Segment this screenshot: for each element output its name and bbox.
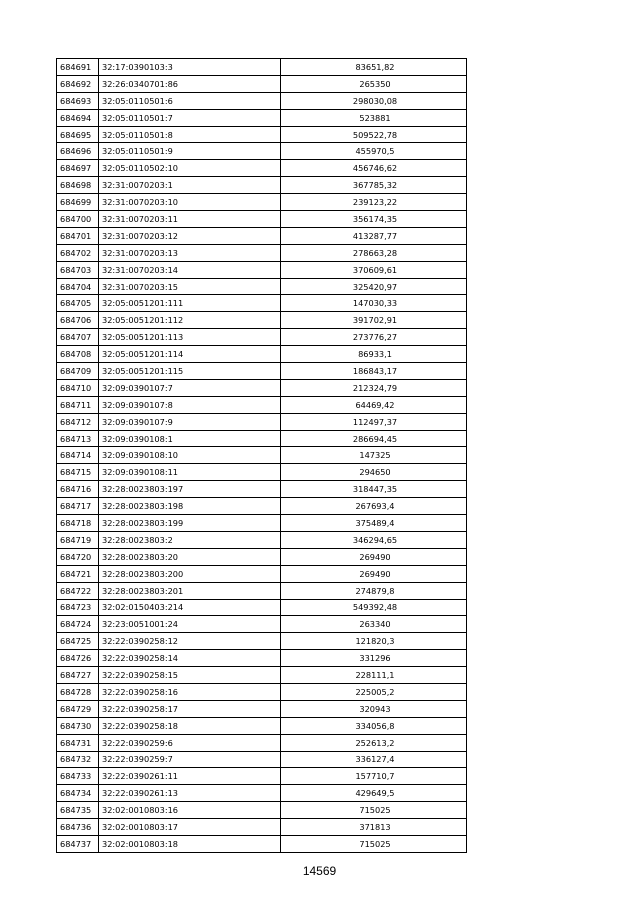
row-id-cell: 684699 [57, 194, 99, 211]
cadastral-number-cell: 32:28:0023803:199 [99, 515, 281, 532]
row-id-cell: 684736 [57, 819, 99, 836]
table-row [57, 498, 467, 515]
cadastral-number-cell: 32:31:0070203:1 [99, 177, 281, 194]
row-id-cell: 684728 [57, 683, 99, 700]
cadastral-number-cell: 32:02:0010803:16 [99, 802, 281, 819]
row-id-cell: 684717 [57, 498, 99, 515]
cadastral-number-cell: 32:09:0390107:7 [99, 379, 281, 396]
table-row [57, 616, 467, 633]
table-row [57, 126, 467, 143]
value-cell: 455970,5 [281, 143, 467, 160]
row-id-cell: 684695 [57, 126, 99, 143]
table-row [57, 430, 467, 447]
value-cell: 429649,5 [281, 785, 467, 802]
cadastral-number-cell: 32:22:0390258:15 [99, 667, 281, 684]
value-cell: 278663,28 [281, 244, 467, 261]
table-row [57, 802, 467, 819]
table-row [57, 346, 467, 363]
row-id-cell: 684703 [57, 261, 99, 278]
table-row [57, 92, 467, 109]
row-id-cell: 684706 [57, 312, 99, 329]
row-id-cell: 684709 [57, 363, 99, 380]
table-row [57, 565, 467, 582]
table-row [57, 464, 467, 481]
cadastral-number-cell: 32:02:0150403:214 [99, 599, 281, 616]
row-id-cell: 684719 [57, 531, 99, 548]
row-id-cell: 684708 [57, 346, 99, 363]
row-id-cell: 684735 [57, 802, 99, 819]
value-cell: 267693,4 [281, 498, 467, 515]
value-cell: 112497,37 [281, 413, 467, 430]
row-id-cell: 684737 [57, 835, 99, 852]
value-cell: 370609,61 [281, 261, 467, 278]
table-row [57, 599, 467, 616]
table-row [57, 295, 467, 312]
cadastral-number-cell: 32:28:0023803:201 [99, 582, 281, 599]
value-cell: 274879,8 [281, 582, 467, 599]
value-cell: 83651,82 [281, 59, 467, 76]
table-row [57, 177, 467, 194]
value-cell: 263340 [281, 616, 467, 633]
cadastral-number-cell: 32:05:0051201:114 [99, 346, 281, 363]
table-row [57, 633, 467, 650]
value-cell: 715025 [281, 835, 467, 852]
row-id-cell: 684720 [57, 548, 99, 565]
value-cell: 252613,2 [281, 734, 467, 751]
row-id-cell: 684694 [57, 109, 99, 126]
value-cell: 331296 [281, 650, 467, 667]
value-cell: 375489,4 [281, 515, 467, 532]
row-id-cell: 684705 [57, 295, 99, 312]
value-cell: 186843,17 [281, 363, 467, 380]
value-cell: 265350 [281, 75, 467, 92]
cadastral-number-cell: 32:31:0070203:10 [99, 194, 281, 211]
cadastral-number-cell: 32:22:0390258:16 [99, 683, 281, 700]
table-row [57, 194, 467, 211]
value-cell: 157710,7 [281, 768, 467, 785]
value-cell: 318447,35 [281, 481, 467, 498]
cadastral-number-cell: 32:09:0390108:1 [99, 430, 281, 447]
value-cell: 228111,1 [281, 667, 467, 684]
value-cell: 334056,8 [281, 717, 467, 734]
value-cell: 212324,79 [281, 379, 467, 396]
cadastral-number-cell: 32:17:0390103:3 [99, 59, 281, 76]
row-id-cell: 684733 [57, 768, 99, 785]
cadastral-number-cell: 32:31:0070203:15 [99, 278, 281, 295]
cadastral-number-cell: 32:28:0023803:198 [99, 498, 281, 515]
cadastral-number-cell: 32:09:0390107:9 [99, 413, 281, 430]
cadastral-number-cell: 32:02:0010803:18 [99, 835, 281, 852]
cadastral-number-cell: 32:22:0390259:6 [99, 734, 281, 751]
cadastral-number-cell: 32:05:0051201:111 [99, 295, 281, 312]
value-cell: 121820,3 [281, 633, 467, 650]
row-id-cell: 684712 [57, 413, 99, 430]
cadastral-number-cell: 32:22:0390261:13 [99, 785, 281, 802]
cadastral-number-cell: 32:02:0010803:17 [99, 819, 281, 836]
row-id-cell: 684721 [57, 565, 99, 582]
cadastral-number-cell: 32:23:0051001:24 [99, 616, 281, 633]
row-id-cell: 684711 [57, 396, 99, 413]
table-row [57, 683, 467, 700]
row-id-cell: 684714 [57, 447, 99, 464]
cadastral-number-cell: 32:22:0390258:14 [99, 650, 281, 667]
cadastral-number-cell: 32:22:0390261:11 [99, 768, 281, 785]
value-cell: 269490 [281, 565, 467, 582]
cadastral-number-cell: 32:05:0051201:112 [99, 312, 281, 329]
table-row [57, 835, 467, 852]
cadastral-number-cell: 32:09:0390107:8 [99, 396, 281, 413]
table-row [57, 312, 467, 329]
value-cell: 225005,2 [281, 683, 467, 700]
value-cell: 239123,22 [281, 194, 467, 211]
table-row [57, 160, 467, 177]
table-row [57, 363, 467, 380]
value-cell: 147325 [281, 447, 467, 464]
row-id-cell: 684702 [57, 244, 99, 261]
value-cell: 325420,97 [281, 278, 467, 295]
table-row [57, 396, 467, 413]
row-id-cell: 684722 [57, 582, 99, 599]
row-id-cell: 684692 [57, 75, 99, 92]
table-row [57, 751, 467, 768]
cadastral-number-cell: 32:28:0023803:200 [99, 565, 281, 582]
row-id-cell: 684726 [57, 650, 99, 667]
value-cell: 413287,77 [281, 227, 467, 244]
table-row [57, 768, 467, 785]
value-cell: 549392,48 [281, 599, 467, 616]
value-cell: 371813 [281, 819, 467, 836]
table-row [57, 109, 467, 126]
row-id-cell: 684715 [57, 464, 99, 481]
row-id-cell: 684696 [57, 143, 99, 160]
table-row [57, 819, 467, 836]
value-cell: 509522,78 [281, 126, 467, 143]
row-id-cell: 684723 [57, 599, 99, 616]
row-id-cell: 684725 [57, 633, 99, 650]
table-row [57, 785, 467, 802]
row-id-cell: 684698 [57, 177, 99, 194]
cadastral-number-cell: 32:05:0110501:8 [99, 126, 281, 143]
row-id-cell: 684693 [57, 92, 99, 109]
cadastral-number-cell: 32:09:0390108:10 [99, 447, 281, 464]
table-row [57, 447, 467, 464]
table-row [57, 227, 467, 244]
value-cell: 367785,32 [281, 177, 467, 194]
table-row [57, 531, 467, 548]
cadastral-number-cell: 32:26:0340701:86 [99, 75, 281, 92]
value-cell: 294650 [281, 464, 467, 481]
value-cell: 356174,35 [281, 211, 467, 228]
cadastral-number-cell: 32:22:0390258:12 [99, 633, 281, 650]
table-row [57, 278, 467, 295]
row-id-cell: 684710 [57, 379, 99, 396]
cadastral-number-cell: 32:28:0023803:197 [99, 481, 281, 498]
table-row [57, 261, 467, 278]
table-row [57, 413, 467, 430]
value-cell: 86933,1 [281, 346, 467, 363]
table-body [57, 59, 467, 853]
value-cell: 273776,27 [281, 329, 467, 346]
table-row [57, 379, 467, 396]
value-cell: 269490 [281, 548, 467, 565]
row-id-cell: 684729 [57, 700, 99, 717]
table-row [57, 143, 467, 160]
value-cell: 147030,33 [281, 295, 467, 312]
page-number: 14569 [302, 864, 337, 878]
cadastral-number-cell: 32:22:0390258:17 [99, 700, 281, 717]
table-row [57, 211, 467, 228]
row-id-cell: 684716 [57, 481, 99, 498]
cadastral-number-cell: 32:22:0390258:18 [99, 717, 281, 734]
table-row [57, 700, 467, 717]
table-row [57, 481, 467, 498]
value-cell: 336127,4 [281, 751, 467, 768]
row-id-cell: 684697 [57, 160, 99, 177]
table-row [57, 329, 467, 346]
cadastral-number-cell: 32:05:0051201:115 [99, 363, 281, 380]
row-id-cell: 684724 [57, 616, 99, 633]
value-cell: 286694,45 [281, 430, 467, 447]
row-id-cell: 684730 [57, 717, 99, 734]
table-row [57, 734, 467, 751]
table-row [57, 717, 467, 734]
row-id-cell: 684704 [57, 278, 99, 295]
value-cell: 298030,08 [281, 92, 467, 109]
table-row [57, 75, 467, 92]
cadastral-number-cell: 32:05:0110501:6 [99, 92, 281, 109]
row-id-cell: 684731 [57, 734, 99, 751]
cadastral-number-cell: 32:31:0070203:13 [99, 244, 281, 261]
table-row [57, 548, 467, 565]
row-id-cell: 684700 [57, 211, 99, 228]
row-id-cell: 684701 [57, 227, 99, 244]
cadastral-number-cell: 32:22:0390259:7 [99, 751, 281, 768]
value-cell: 715025 [281, 802, 467, 819]
cadastral-number-cell: 32:05:0110501:7 [99, 109, 281, 126]
value-cell: 523881 [281, 109, 467, 126]
value-cell: 346294,65 [281, 531, 467, 548]
row-id-cell: 684718 [57, 515, 99, 532]
cadastral-number-cell: 32:31:0070203:14 [99, 261, 281, 278]
cadastral-number-cell: 32:09:0390108:11 [99, 464, 281, 481]
row-id-cell: 684707 [57, 329, 99, 346]
table-row [57, 515, 467, 532]
table-row [57, 59, 467, 76]
row-id-cell: 684732 [57, 751, 99, 768]
cadastral-number-cell: 32:05:0110501:9 [99, 143, 281, 160]
value-cell: 456746,62 [281, 160, 467, 177]
table-row [57, 650, 467, 667]
cadastral-number-cell: 32:05:0110502:10 [99, 160, 281, 177]
table-row [57, 582, 467, 599]
row-id-cell: 684727 [57, 667, 99, 684]
cadastral-number-cell: 32:31:0070203:11 [99, 211, 281, 228]
cadastral-number-cell: 32:28:0023803:2 [99, 531, 281, 548]
row-id-cell: 684691 [57, 59, 99, 76]
row-id-cell: 684734 [57, 785, 99, 802]
cadastral-number-cell: 32:28:0023803:20 [99, 548, 281, 565]
value-cell: 391702,91 [281, 312, 467, 329]
cadastral-value-table [56, 58, 467, 853]
value-cell: 320943 [281, 700, 467, 717]
row-id-cell: 684713 [57, 430, 99, 447]
cadastral-number-cell: 32:05:0051201:113 [99, 329, 281, 346]
table-row [57, 244, 467, 261]
value-cell: 64469,42 [281, 396, 467, 413]
cadastral-number-cell: 32:31:0070203:12 [99, 227, 281, 244]
table-row [57, 667, 467, 684]
